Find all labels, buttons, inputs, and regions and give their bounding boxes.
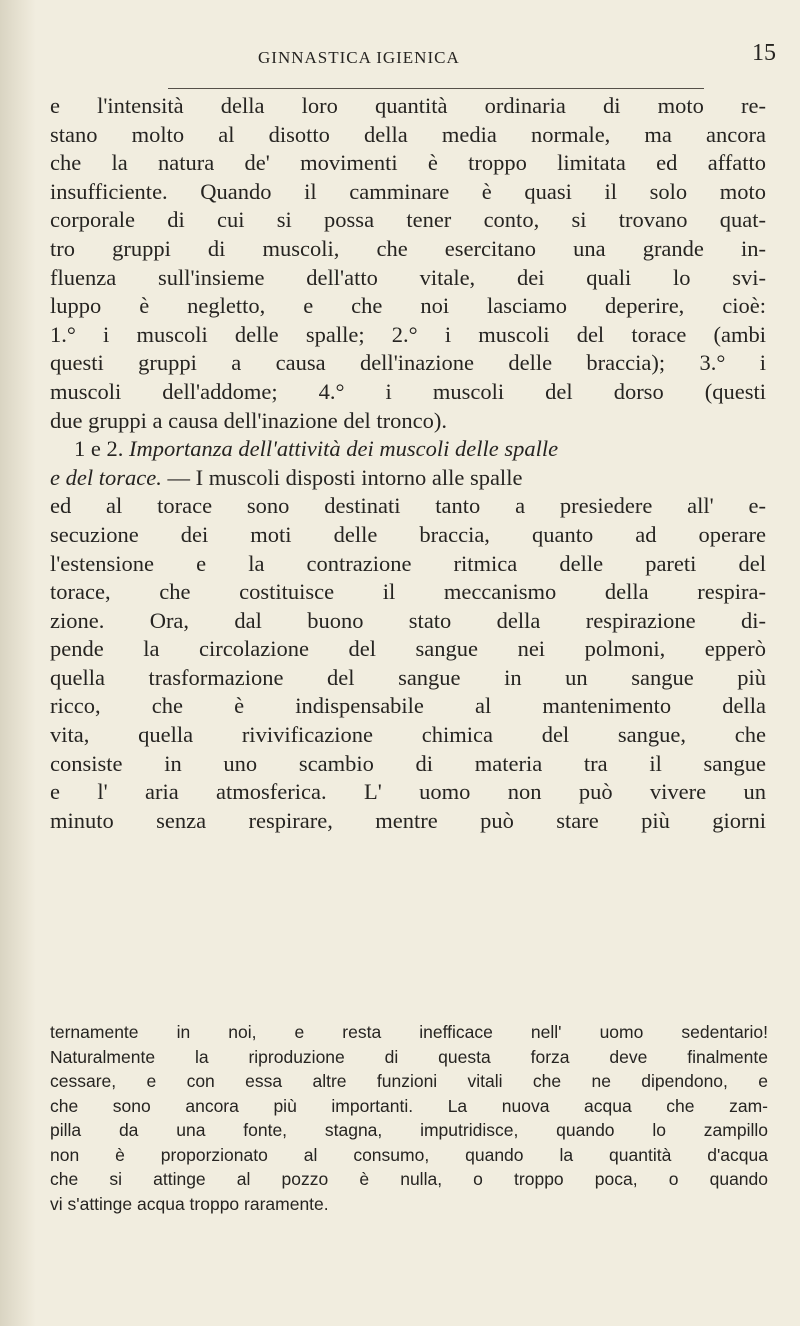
text-line: vita, quella rivivificazione chimica del sangue, che (50, 722, 766, 748)
text-line: torace, che costituisce il meccanismo della respira- (50, 579, 766, 605)
section-number: 1 e 2. (74, 436, 124, 462)
text-line: muscoli dell'addome; 4.° i muscoli del dorso (questi (50, 378, 766, 404)
text-line: quella trasformazione del sangue in un sangue più (50, 664, 766, 690)
section-heading-line-2 (50, 464, 766, 493)
footnote-line: che sono ancora più importanti. La nuova acqua che zam- (50, 1095, 768, 1116)
page-number: 15 (752, 40, 776, 66)
text-line: stano molto al disotto della media normale, ma ancora (50, 121, 766, 147)
text-line: secuzione dei moti delle braccia, quanto ad operare (50, 521, 766, 547)
text-line: insufficiente. Quando il camminare è quasi il solo moto (50, 178, 766, 204)
text-line: due gruppi a causa dell'inazione del tronco). (50, 407, 448, 433)
text-line: tro gruppi di muscoli, che esercitano una grande in- (50, 235, 766, 261)
text-line: corporale di cui si possa tener conto, si trovano quat- (50, 207, 766, 233)
section-first-words: — I muscoli disposti intorno alle spalle (161, 464, 523, 490)
main-text (50, 92, 766, 835)
header-rule (168, 88, 704, 89)
text-line: 1.° i muscoli delle spalle; 2.° i muscoli del torace (ambi (50, 321, 766, 347)
text-line: fluenza sull'insieme dell'atto vitale, dei quali lo svi- (50, 264, 766, 290)
running-title: GINNASTICA IGIENICA (258, 48, 460, 67)
text-line: ricco, che è indispensabile al mantenimento della (50, 693, 766, 719)
footnote-line: Naturalmente la riproduzione di questa forza deve finalmente (50, 1046, 768, 1067)
footnote-line: che si attinge al pozzo è nulla, o troppo poca, o quando (50, 1169, 768, 1189)
footnote-line: vi s'attinge acqua troppo raramente. (50, 1193, 329, 1214)
text-line: pende la circolazione del sangue nei polmoni, epperò (50, 636, 766, 662)
text-line: ed al torace sono destinati tanto a presiedere all' e- (50, 493, 766, 519)
section-title: Importanza dell'attività dei muscoli delle spalle (129, 436, 559, 462)
footnote (50, 1020, 768, 1216)
text-line: minuto senza respirare, mentre può stare più giorni (50, 807, 766, 833)
text-line: zione. Ora, dal buono stato della respirazione di- (50, 607, 766, 633)
text-line: e l' aria atmosferica. L' uomo non può vivere un (50, 779, 766, 805)
text-line: e l'intensità della loro quantità ordinaria di moto re- (50, 93, 766, 118)
footnote-line: non è proporzionato al consumo, quando la quantità d'acqua (50, 1144, 768, 1165)
binding-shadow (0, 0, 36, 1326)
text-line: che la natura de' movimenti è troppo limitata ed affatto (50, 150, 766, 176)
text-line: l'estensione e la contrazione ritmica delle pareti del (50, 550, 766, 576)
section-heading-line (50, 435, 766, 464)
footnote-line: ternamente in noi, e resta inefficace nell' uomo sedentario! (50, 1022, 768, 1042)
footnote-line: cessare, e con essa altre funzioni vitali che ne dipendono, e (50, 1071, 768, 1091)
text-line: consiste in uno scambio di materia tra il sangue (50, 750, 766, 776)
text-line: questi gruppi a causa dell'inazione delle braccia); 3.° i (50, 350, 766, 376)
text-line: luppo è negletto, e che noi lasciamo deperire, cioè: (50, 293, 766, 319)
footnote-line: pilla da una fonte, stagna, imputridisce, quando lo zampillo (50, 1120, 768, 1140)
section-title-cont: e del torace. (50, 464, 162, 490)
